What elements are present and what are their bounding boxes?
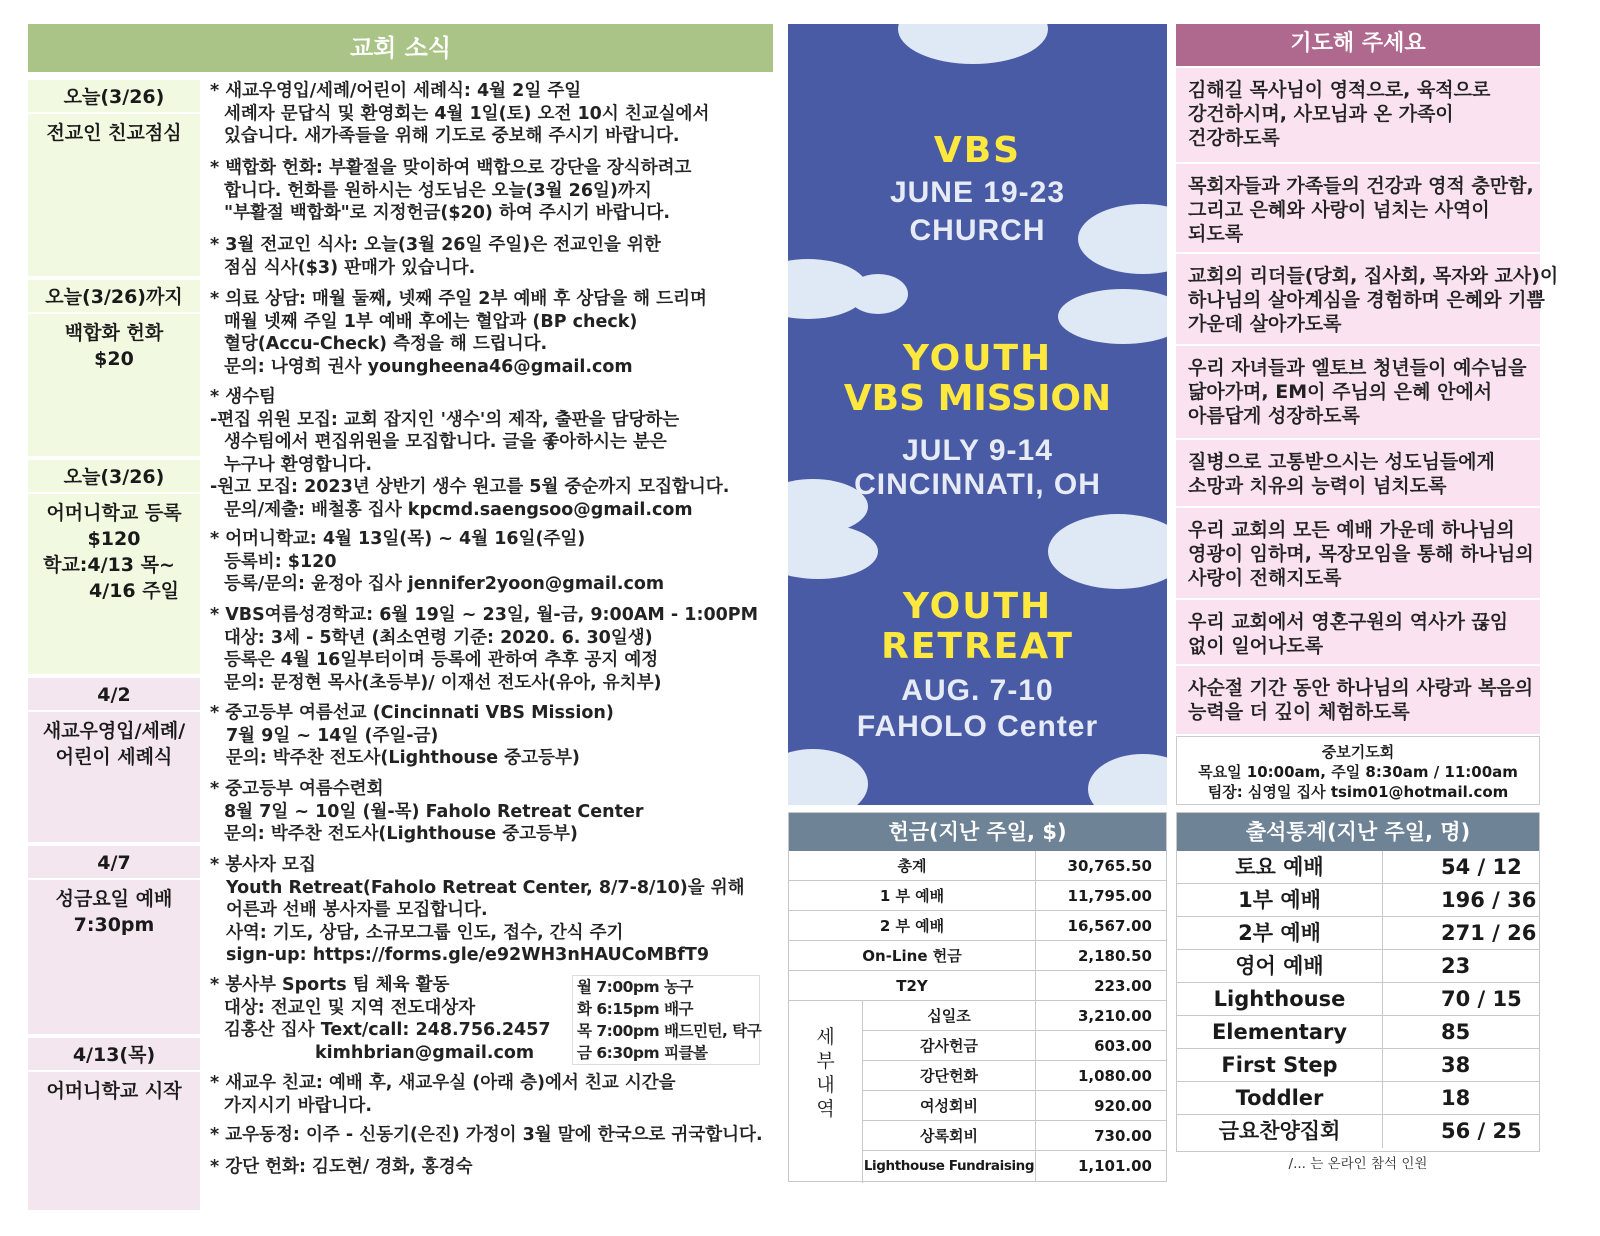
offering-detail-row: Lighthouse Fundraising 1,101.00 <box>863 1151 1166 1181</box>
news-item-summer-retreat: * 중고등부 여름수련회 8월 7일 ~ 10일 (월-목) Faholo Retreat Center 문의: 박주찬 전도사(Lighthouse 중고등부) <box>210 779 644 844</box>
vbs-dates: JUNE 19-23 <box>889 176 1066 209</box>
retreat-title: RETREAT <box>881 626 1074 667</box>
sidebar-text: 새교우영입/세례/ <box>42 720 186 742</box>
sidebar-text: $20 <box>94 348 134 370</box>
news-header: 교회 소식 <box>28 24 773 72</box>
attendance-note: /... 는 온라인 참석 인원 <box>1288 1156 1428 1172</box>
sidebar-text: $120 <box>87 528 141 550</box>
sidebar-date: 4/2 <box>28 678 200 712</box>
cloud-graphic <box>788 524 878 579</box>
vbs-title: VBS <box>933 130 1022 171</box>
attendance-header: 출석통계(지난 주일, 명) <box>1177 813 1539 851</box>
offering-detail-label: 세 부 내 역 <box>789 1001 863 1183</box>
mission-place: CINCINNATI, OH <box>854 468 1101 501</box>
attendance-row: 2부 예배 271 / 26 <box>1177 917 1539 950</box>
offering-detail-row: 감사헌금 603.00 <box>863 1031 1166 1061</box>
sidebar-text: 학교:4/13 목~ <box>43 554 175 576</box>
sidebar-text: 백합화 헌화 <box>64 322 164 344</box>
sidebar-block-mothers-school <box>28 460 200 674</box>
prayer-section <box>1176 24 1559 805</box>
prayer-item: 우리 교회의 모든 예배 가운데 하나님의 영광이 임하며, 목장모임을 통해 하나님의 사랑이 전해지도록 <box>1176 508 1540 600</box>
events-banner <box>788 24 1167 805</box>
sidebar-text: 어머니학교 시작 <box>46 1080 182 1102</box>
prayer-header: 기도해 주세요 <box>1176 24 1540 66</box>
vbs-place: CHURCH <box>909 214 1046 247</box>
news-item-baptism: * 새교우영입/세례/어린이 세례식: 4월 2일 주일 세례자 문답식 및 환영회는 4월 1일(토) 오전 10시 친교실에서 있습니다. 새가족들을 위해 기도로 중보해 주시기 바랍니다. <box>210 81 710 146</box>
cloud-graphic <box>1088 754 1167 805</box>
prayer-item: 목회자들과 가족들의 건강과 영적 충만함, 그리고 은혜와 사랑이 넘치는 사역이 되도록 <box>1176 164 1540 254</box>
news-item-mothers-school: * 어머니학교: 4월 13일(목) ~ 4월 16일(주일) 등록비: $120 등록/문의: 윤정아 집사 jennifer2yoon@gmail.com <box>210 529 665 594</box>
prayer-item: 김해길 목사님이 영적으로, 육적으로 강건하시며, 사모님과 온 가족이 건강하도록 <box>1176 68 1540 164</box>
offering-detail-row: 십일조 3,210.00 <box>863 1001 1166 1031</box>
sidebar-block-mothers-school-start <box>28 1038 200 1210</box>
attendance-row: Lighthouse 70 / 15 <box>1177 983 1539 1016</box>
offering-row: 2 부 예배 16,567.00 <box>789 911 1166 941</box>
news-item-altar-flowers: * 강단 헌화: 김도현/ 경화, 홍경숙 <box>210 1157 473 1177</box>
cloud-graphic <box>848 274 908 314</box>
news-item-lily-offering: * 백합화 헌화: 부활절을 맞이하여 백합으로 강단을 장식하려고 합니다. 헌화를 원하시는 성도님은 오늘(3월 26일)까지 "부활절 백합화"로 지정헌금($20) 하여 주시기 바랍니다. <box>210 158 692 223</box>
offering-row: On-Line 헌금 2,180.50 <box>789 941 1166 971</box>
mission-title: VBS MISSION <box>843 378 1112 419</box>
offering-row: 1 부 예배 11,795.00 <box>789 881 1166 911</box>
sidebar-date: 4/13(목) <box>28 1038 200 1072</box>
cloud-graphic <box>788 749 868 805</box>
sidebar-date: 오늘(3/26)까지 <box>28 280 200 314</box>
retreat-place: FAHOLO Center <box>856 710 1099 743</box>
sidebar-date: 4/7 <box>28 846 200 880</box>
sidebar-text: 어머니학교 등록 <box>46 502 182 524</box>
sidebar-text: 전교인 친교점심 <box>46 122 182 144</box>
news-item-member-news: * 교우동정: 이주 - 신동기(은진) 가정이 3월 말에 한국으로 귀국합니다. <box>210 1125 763 1145</box>
news-item-sports: * 봉사부 Sports 팀 체육 활동 대상: 전교인 및 지역 전도대상자 김홍산 집사 Text/call: 248.756.2457 kimhbrian@gmail.com 월 7:00pm 농구 화 6:15pm 배구 목 7:00pm 배드민턴, 탁구 금 6:30pm 피클볼 <box>210 974 773 1064</box>
attendance-row: 토요 예배 54 / 12 <box>1177 851 1539 884</box>
sidebar-block-good-friday <box>28 846 200 1034</box>
retreat-dates: AUG. 7-10 <box>901 674 1054 707</box>
sidebar-date: 오늘(3/26) <box>28 460 200 494</box>
sidebar-date: 오늘(3/26) <box>28 80 200 114</box>
prayer-item: 사순절 기간 동안 하나님의 사랑과 복음의 능력을 더 깊이 체험하도록 <box>1176 666 1540 736</box>
offering-header: 헌금(지난 주일, $) <box>789 813 1166 851</box>
sidebar-block-baptism <box>28 678 200 842</box>
sidebar-block-lunch <box>28 80 200 276</box>
attendance-row: Elementary 85 <box>1177 1016 1539 1049</box>
attendance-row: Toddler 18 <box>1177 1082 1539 1115</box>
news-item-saengsoo: * 생수팀 -편집 위원 모집: 교회 잡지인 '생수'의 제작, 출판을 담당하는 생수팀에서 편집위원을 모집합니다. 글을 좋아하시는 분은 누구나 환영합니다. -원고 모집: 2023년 상반기 생수 원고를 5월 중순까지 모집합니다. 문의/제출: 배철홍 집사 kpcmd.saengsoo@gmail.com <box>210 387 730 520</box>
cloud-graphic <box>898 24 1048 64</box>
offering-detail-row: 상록회비 730.00 <box>863 1121 1166 1151</box>
mission-dates: JULY 9-14 <box>902 434 1053 467</box>
sidebar-text: 4/16 주일 <box>89 580 179 602</box>
cloud-graphic <box>1048 514 1167 589</box>
attendance-row: First Step 38 <box>1177 1049 1539 1082</box>
sports-schedule: 월 7:00pm 농구 화 6:15pm 배구 목 7:00pm 배드민턴, 탁구 금 6:30pm 피클볼 <box>572 975 760 1065</box>
offering-detail-row: 여성회비 920.00 <box>863 1091 1166 1121</box>
news-item-volunteers: * 봉사자 모집 Youth Retreat(Faholo Retreat Center, 8/7-8/10)을 위해 어른과 선배 봉사자를 모집합니다. 사역: 기도, 상담, 소규모그룹 인도, 접수, 간식 주기 sign-up: https://forms.gle/e92WH3nHAUCoMBfT9 <box>210 855 745 965</box>
church-news-section <box>28 24 773 1214</box>
offering-detail-row: 강단헌화 1,080.00 <box>863 1061 1166 1091</box>
news-item-lunch: * 3월 전교인 식사: 오늘(3월 26일 주일)은 전교인을 위한 점심 식사($3) 판매가 있습니다. <box>210 235 661 278</box>
mission-title: YOUTH <box>902 338 1053 379</box>
news-item-summer-mission: * 중고등부 여름선교 (Cincinnati VBS Mission) 7월 9일 ~ 14일 (주일-금) 문의: 박주찬 전도사(Lighthouse 중고등부) <box>210 703 614 768</box>
cloud-graphic <box>1058 289 1167 344</box>
sidebar-block-lily <box>28 280 200 456</box>
offering-row: T2Y 223.00 <box>789 971 1166 1001</box>
prayer-item: 우리 교회에서 영혼구원의 역사가 끊임 없이 일어나도록 <box>1176 600 1540 666</box>
sidebar-text: 7:30pm <box>73 914 155 936</box>
news-item-vbs: * VBS여름성경학교: 6월 19일 ~ 23일, 월-금, 9:00AM - 1:00PM 대상: 3세 - 5학년 (최소연령 기준: 2020. 6. 30일생) 등록은 4월 16일부터이며 등록에 관하여 추후 공지 예정 문의: 문정현 목사(초등부)/ 이재선 전도사(유아, 유치부) <box>210 605 759 693</box>
news-item-medical: * 의료 상담: 매월 둘째, 넷째 주일 2부 예배 후 상담을 해 드리며 매월 넷째 주일 1부 예배 후에는 혈압과 (BP check) 혈당(Accu-Check) 측정을 해 드립니다. 문의: 나영희 권사 youngheena46@gmail.com <box>210 289 707 377</box>
offering-table <box>788 812 1167 1182</box>
sidebar-text: 어린이 세례식 <box>55 746 173 768</box>
news-item-newcomer-fellowship: * 새교우 친교: 예배 후, 새교우실 (아래 층)에서 친교 시간을 가지시기 바랍니다. <box>210 1073 676 1116</box>
news-date-sidebar <box>28 80 200 1214</box>
sidebar-text: 성금요일 예배 <box>55 888 173 910</box>
prayer-item: 교회의 리더들(당회, 집사회, 목자와 교사)이 하나님의 살아계심을 경험하며 은혜와 기쁨 가운데 살아가도록 <box>1176 254 1540 346</box>
prayer-item: 우리 자녀들과 엘토브 청년들이 예수님을 닮아가며, EM이 주님의 은혜 안에서 아름답게 성장하도록 <box>1176 346 1540 440</box>
attendance-table <box>1176 812 1540 1152</box>
attendance-row: 영어 예배 23 <box>1177 950 1539 983</box>
attendance-row: 1부 예배 196 / 36 <box>1177 884 1539 917</box>
attendance-row: 금요찬양집회 56 / 25 <box>1177 1115 1539 1148</box>
offering-row: 총계 30,765.50 <box>789 851 1166 881</box>
prayer-meeting-info: 중보기도회 목요일 10:00am, 주일 8:30am / 11:00am 팀장: 심영일 집사 tsim01@hotmail.com <box>1176 736 1540 805</box>
retreat-title: YOUTH <box>902 586 1053 627</box>
prayer-item: 질병으로 고통받으시는 성도님들에게 소망과 치유의 능력이 넘치도록 <box>1176 440 1540 508</box>
